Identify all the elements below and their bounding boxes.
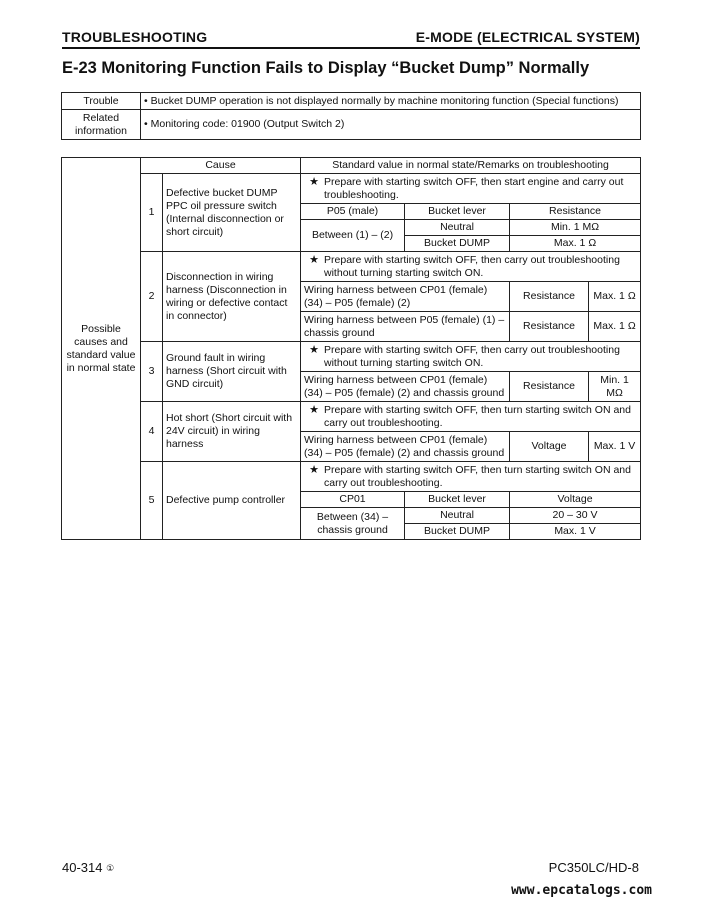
cause-4-row-1-desc: Wiring harness between CP01 (female) (34) – P05 (female) (2) and chassis ground: [301, 432, 510, 462]
page-header: [62, 29, 640, 49]
cause-5-text: Defective pump controller: [163, 462, 301, 540]
cause-5-note-cell: [301, 462, 641, 492]
cause-2-row-1-item: Resistance: [510, 282, 589, 312]
page-title: E-23 Monitoring Function Fails to Display “Bucket Dump” Normally: [62, 59, 590, 77]
related-row: [62, 110, 641, 140]
watermark: www.epcatalogs.com: [511, 883, 652, 898]
cause-1-value-neutral: Min. 1 MΩ: [510, 220, 641, 236]
related-text-cell: [141, 110, 641, 140]
cause-1-lever-header: Bucket lever: [405, 204, 510, 220]
trouble-text: Bucket DUMP operation is not displayed normally by machine monitoring function (Special functions): [150, 94, 619, 107]
cause-2-number: 2: [141, 252, 163, 342]
cause-2-note-cell: [301, 252, 641, 282]
cause-2-row-2-desc: Wiring harness between P05 (female) (1) – chassis ground: [301, 312, 510, 342]
standard-header: Standard value in normal state/Remarks on troubleshooting: [301, 158, 641, 174]
bullet: •: [144, 94, 148, 107]
related-text: Monitoring code: 01900 (Output Switch 2): [150, 118, 345, 130]
trouble-info-table: [61, 92, 641, 140]
page-number-text: 40-314: [62, 860, 103, 875]
cause-1-number: 1: [141, 174, 163, 252]
cause-4-note: Prepare with starting switch OFF, then turn starting switch ON and carry out troubleshooting.: [324, 403, 631, 429]
cause-1-lever-neutral: Neutral: [405, 220, 510, 236]
row-label: Possible causes and standard value in normal state: [62, 158, 141, 540]
page-number: [62, 860, 114, 875]
star-icon: ★: [309, 343, 319, 356]
cause-1-between: Between (1) – (2): [301, 220, 405, 252]
related-label: Related information: [62, 110, 141, 140]
star-icon: ★: [309, 253, 319, 266]
edition-mark-icon: ①: [106, 863, 115, 873]
trouble-label: Trouble: [62, 93, 141, 110]
cause-2-note: Prepare with starting switch OFF, then carry out troubleshooting without turning starting switch ON.: [324, 253, 620, 279]
cause-5-value-neutral: 20 – 30 V: [510, 508, 641, 524]
cause-5-number: 5: [141, 462, 163, 540]
model-name: PC350LC/HD-8: [548, 860, 639, 875]
cause-5-lever-header: Bucket lever: [405, 492, 510, 508]
cause-5-note: Prepare with starting switch OFF, then turn starting switch ON and carry out troubleshooting.: [324, 463, 631, 489]
cause-3-row-1-item: Resistance: [510, 372, 589, 402]
causes-table: [61, 157, 641, 540]
cause-2-row-2-value: Max. 1 Ω: [589, 312, 641, 342]
cause-3-note-cell: [301, 342, 641, 372]
cause-2-note-row: [62, 252, 641, 282]
star-icon: ★: [309, 403, 319, 416]
cause-3-row-1-value: Min. 1 MΩ: [589, 372, 641, 402]
cause-2-text: Disconnection in wiring harness (Disconnection in wiring or defective contact in connector): [163, 252, 301, 342]
cause-1-note-cell: [301, 174, 641, 204]
star-icon: ★: [309, 463, 319, 476]
star-icon: ★: [309, 175, 319, 188]
cause-2-row-1-value: Max. 1 Ω: [589, 282, 641, 312]
cause-4-number: 4: [141, 402, 163, 462]
cause-4-text: Hot short (Short circuit with 24V circuit) in wiring harness: [163, 402, 301, 462]
cause-header: Cause: [141, 158, 301, 174]
cause-5-lever-neutral: Neutral: [405, 508, 510, 524]
cause-5-between: Between (34) – chassis ground: [301, 508, 405, 540]
cause-3-row-1-desc: Wiring harness between CP01 (female) (34) – P05 (female) (2) and chassis ground: [301, 372, 510, 402]
cause-4-row-1-value: Max. 1 V: [589, 432, 641, 462]
cause-3-note: Prepare with starting switch OFF, then carry out troubleshooting without turning starting switch ON.: [324, 343, 620, 369]
cause-4-row-1-item: Voltage: [510, 432, 589, 462]
trouble-row: [62, 93, 641, 110]
cause-2-row-1-desc: Wiring harness between CP01 (female) (34) – P05 (female) (2): [301, 282, 510, 312]
trouble-text-cell: [141, 93, 641, 110]
cause-5-value-dump: Max. 1 V: [510, 524, 641, 540]
cause-1-note: Prepare with starting switch OFF, then start engine and carry out troubleshooting.: [324, 175, 624, 201]
cause-2-row-2-item: Resistance: [510, 312, 589, 342]
cause-3-note-row: [62, 342, 641, 372]
cause-1-connector-header: P05 (male): [301, 204, 405, 220]
section-title: TROUBLESHOOTING: [62, 29, 208, 45]
cause-1-value-dump: Max. 1 Ω: [510, 236, 641, 252]
cause-3-text: Ground fault in wiring harness (Short circuit with GND circuit): [163, 342, 301, 402]
cause-1-text: Defective bucket DUMP PPC oil pressure switch (Internal disconnection or short circuit): [163, 174, 301, 252]
cause-4-note-cell: [301, 402, 641, 432]
cause-1-value-header: Resistance: [510, 204, 641, 220]
cause-1-note-row: [62, 174, 641, 204]
cause-5-connector-header: CP01: [301, 492, 405, 508]
cause-4-note-row: [62, 402, 641, 432]
bullet: •: [144, 118, 148, 130]
cause-5-lever-dump: Bucket DUMP: [405, 524, 510, 540]
cause-1-lever-dump: Bucket DUMP: [405, 236, 510, 252]
chapter-title: E-MODE (ELECTRICAL SYSTEM): [415, 29, 640, 45]
cause-3-number: 3: [141, 342, 163, 402]
cause-5-note-row: [62, 462, 641, 492]
header-row: [62, 158, 641, 174]
cause-5-value-header: Voltage: [510, 492, 641, 508]
